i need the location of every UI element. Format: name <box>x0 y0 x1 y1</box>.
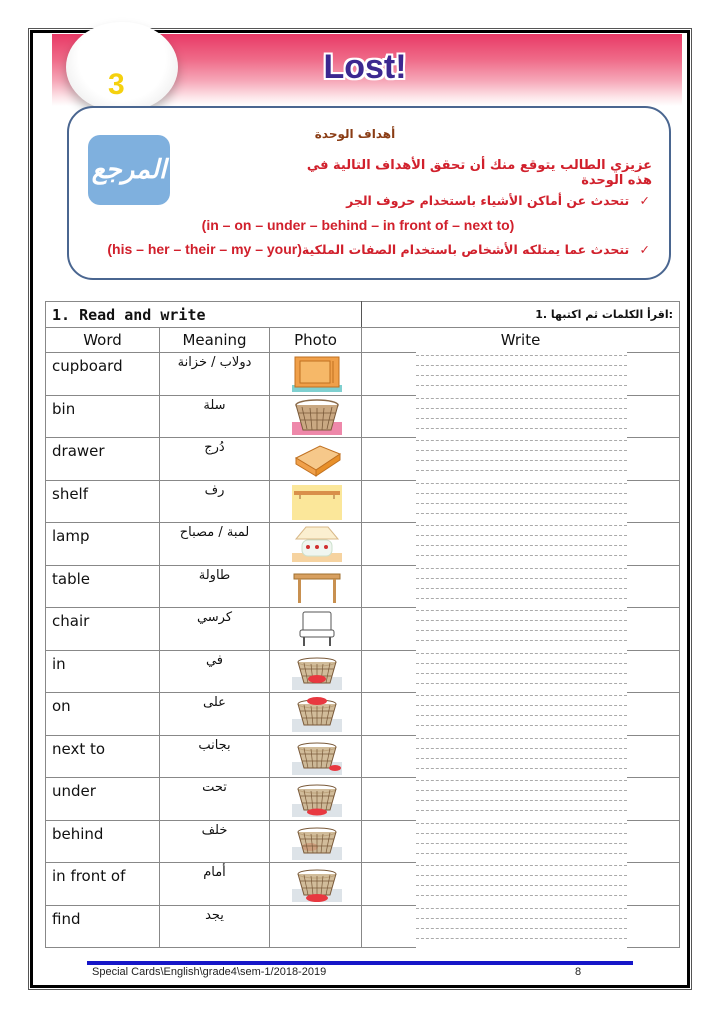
word-text: drawer <box>52 442 105 460</box>
meaning-text: تحت <box>202 780 227 795</box>
word-cell <box>46 820 160 863</box>
table-row <box>46 735 680 778</box>
goals-heading: أهداف الوحدة <box>314 127 396 141</box>
table-row <box>46 693 680 736</box>
photo-cell <box>270 820 362 863</box>
meaning-text: لمبة / مصباح <box>179 525 250 540</box>
basket-photo <box>292 398 342 435</box>
word-cell <box>46 863 160 906</box>
write-cell[interactable] <box>362 693 680 736</box>
goal-2 <box>100 241 650 257</box>
word-cell <box>46 565 160 608</box>
table-row <box>46 395 680 438</box>
word-text: in front of <box>52 867 126 885</box>
table-row <box>46 353 680 396</box>
photo-cell <box>270 735 362 778</box>
word-cell <box>46 778 160 821</box>
goal-1-text: تتحدث عن أماكن الأشياء باستخدام حروف الجر <box>346 193 630 208</box>
shelf-photo <box>292 483 342 520</box>
table-row <box>46 905 680 948</box>
word-cell <box>46 650 160 693</box>
write-cell[interactable] <box>362 820 680 863</box>
meaning-text: أمام <box>203 865 226 880</box>
photo-cell <box>270 778 362 821</box>
meaning-cell <box>160 863 270 906</box>
meaning-text: يجد <box>205 907 224 923</box>
handwriting-lines[interactable] <box>416 565 627 609</box>
meaning-text: طاولة <box>198 567 231 583</box>
word-cell <box>46 480 160 523</box>
table-row <box>46 863 680 906</box>
meaning-text: دولاب / خزانة <box>177 355 252 370</box>
cupboard-photo <box>292 355 342 392</box>
word-cell <box>46 395 160 438</box>
photo-cell <box>270 565 362 608</box>
handwriting-lines[interactable] <box>416 522 627 566</box>
photo-cell <box>270 480 362 523</box>
ball-behind-basket-photo <box>292 823 342 860</box>
table-row <box>46 608 680 651</box>
table-row <box>46 778 680 821</box>
table-photo <box>292 568 342 605</box>
handwriting-lines[interactable] <box>416 437 627 481</box>
unit-number: 3 <box>108 68 125 101</box>
meaning-cell <box>160 905 270 948</box>
meaning-cell <box>160 438 270 481</box>
word-text: next to <box>52 739 106 758</box>
write-cell[interactable] <box>362 523 680 566</box>
photo-cell <box>270 650 362 693</box>
meaning-cell <box>160 480 270 523</box>
photo-cell <box>270 608 362 651</box>
footer-path: Special Cards\English\grade4\sem-1/2018-2019 <box>92 966 327 978</box>
handwriting-lines[interactable] <box>416 352 627 396</box>
ball-next-to-basket-photo <box>292 738 342 775</box>
word-text: cupboard <box>52 357 123 375</box>
ball-in-basket-photo <box>292 653 342 690</box>
goal-1-prepositions: (in – on – under – behind – in front of – next to) <box>201 217 515 233</box>
handwriting-lines[interactable] <box>416 777 627 821</box>
photo-cell <box>270 523 362 566</box>
column-header-write: Write <box>362 328 680 353</box>
column-header-photo: Photo <box>270 328 362 353</box>
table-row <box>46 438 680 481</box>
word-cell <box>46 693 160 736</box>
ball-in-front-of-basket-photo <box>292 865 342 902</box>
word-cell <box>46 438 160 481</box>
meaning-text: بجانب <box>198 737 231 753</box>
write-cell[interactable] <box>362 905 680 948</box>
chair-photo <box>292 610 342 647</box>
write-cell[interactable] <box>362 565 680 608</box>
meaning-text: في <box>205 652 224 668</box>
meaning-cell <box>160 565 270 608</box>
meaning-text: رف <box>204 482 225 498</box>
meaning-cell <box>160 523 270 566</box>
meaning-cell <box>160 693 270 736</box>
meaning-cell <box>160 608 270 651</box>
word-cell <box>46 353 160 396</box>
almerja-logo <box>88 135 170 205</box>
meaning-cell <box>160 778 270 821</box>
handwriting-lines[interactable] <box>416 862 627 906</box>
word-cell <box>46 608 160 651</box>
word-cell <box>46 735 160 778</box>
exercise-title-en: 1. Read and write <box>46 302 362 328</box>
word-text: in <box>52 654 66 673</box>
ball-under-basket-photo <box>292 780 342 817</box>
footer-rule <box>87 961 633 965</box>
photo-cell <box>270 438 362 481</box>
unit-title: Lost! <box>323 48 407 86</box>
write-cell[interactable] <box>362 438 680 481</box>
write-cell[interactable] <box>362 735 680 778</box>
handwriting-lines[interactable] <box>416 820 627 864</box>
photo-cell <box>270 905 362 948</box>
word-text: bin <box>52 399 76 418</box>
goals-intro: عزيزي الطالب يتوقع منك أن تحقق الأهداف التالية في هذه الوحدة <box>306 158 652 188</box>
logo-text: المرجع <box>91 155 167 185</box>
meaning-cell <box>160 353 270 396</box>
drawer-photo <box>292 440 342 477</box>
photo-cell <box>270 693 362 736</box>
write-cell[interactable] <box>362 353 680 396</box>
meaning-text: كرسي <box>196 610 233 625</box>
goal-2-english: (his – her – their – my – your) <box>107 241 302 257</box>
exercise-title-ar: 1. اقرأ الكلمات ثم اكتبها: <box>362 302 680 328</box>
table-header-row <box>46 328 680 353</box>
meaning-text: دُرج <box>204 440 225 455</box>
word-text: table <box>52 569 90 588</box>
goal-2-text: تتحدث عما يمتلكه الأشخاص باستخدام الصفات الملكية <box>301 242 630 257</box>
handwriting-lines[interactable] <box>416 905 627 949</box>
write-cell[interactable] <box>362 480 680 523</box>
check-icon: ✓ <box>639 242 650 257</box>
page-number: 8 <box>575 966 582 978</box>
word-text: behind <box>52 824 104 843</box>
handwriting-lines[interactable] <box>416 735 627 779</box>
meaning-text: خلف <box>201 822 228 838</box>
meaning-text: على <box>203 695 226 710</box>
word-text: shelf <box>52 484 88 503</box>
write-cell[interactable] <box>362 863 680 906</box>
lamp-photo <box>292 525 342 562</box>
meaning-cell <box>160 650 270 693</box>
write-cell[interactable] <box>362 650 680 693</box>
column-header-meaning: Meaning <box>160 328 270 353</box>
goal-1 <box>300 193 650 208</box>
word-cell <box>46 523 160 566</box>
meaning-cell <box>160 820 270 863</box>
word-text: on <box>52 697 71 715</box>
table-row <box>46 820 680 863</box>
handwriting-lines[interactable] <box>416 650 627 694</box>
column-header-word: Word <box>46 328 160 353</box>
handwriting-lines[interactable] <box>416 692 627 736</box>
check-icon: ✓ <box>639 193 650 208</box>
exercise-title-row <box>46 302 680 328</box>
photo-cell <box>270 353 362 396</box>
photo-cell <box>270 863 362 906</box>
vocabulary-table <box>45 301 680 948</box>
table-row <box>46 523 680 566</box>
word-text: find <box>52 909 81 928</box>
word-text: chair <box>52 612 90 630</box>
table-row <box>46 565 680 608</box>
word-text: lamp <box>52 527 90 545</box>
handwriting-lines[interactable] <box>416 480 627 524</box>
handwriting-lines[interactable] <box>416 395 627 439</box>
table-row <box>46 480 680 523</box>
table-row <box>46 650 680 693</box>
write-cell[interactable] <box>362 778 680 821</box>
word-text: under <box>52 782 96 800</box>
write-cell[interactable] <box>362 608 680 651</box>
meaning-cell <box>160 735 270 778</box>
meaning-cell <box>160 395 270 438</box>
photo-cell <box>270 395 362 438</box>
write-cell[interactable] <box>362 395 680 438</box>
word-cell <box>46 905 160 948</box>
ball-on-basket-photo <box>292 695 342 732</box>
handwriting-lines[interactable] <box>416 607 627 651</box>
meaning-text: سلة <box>203 397 226 413</box>
